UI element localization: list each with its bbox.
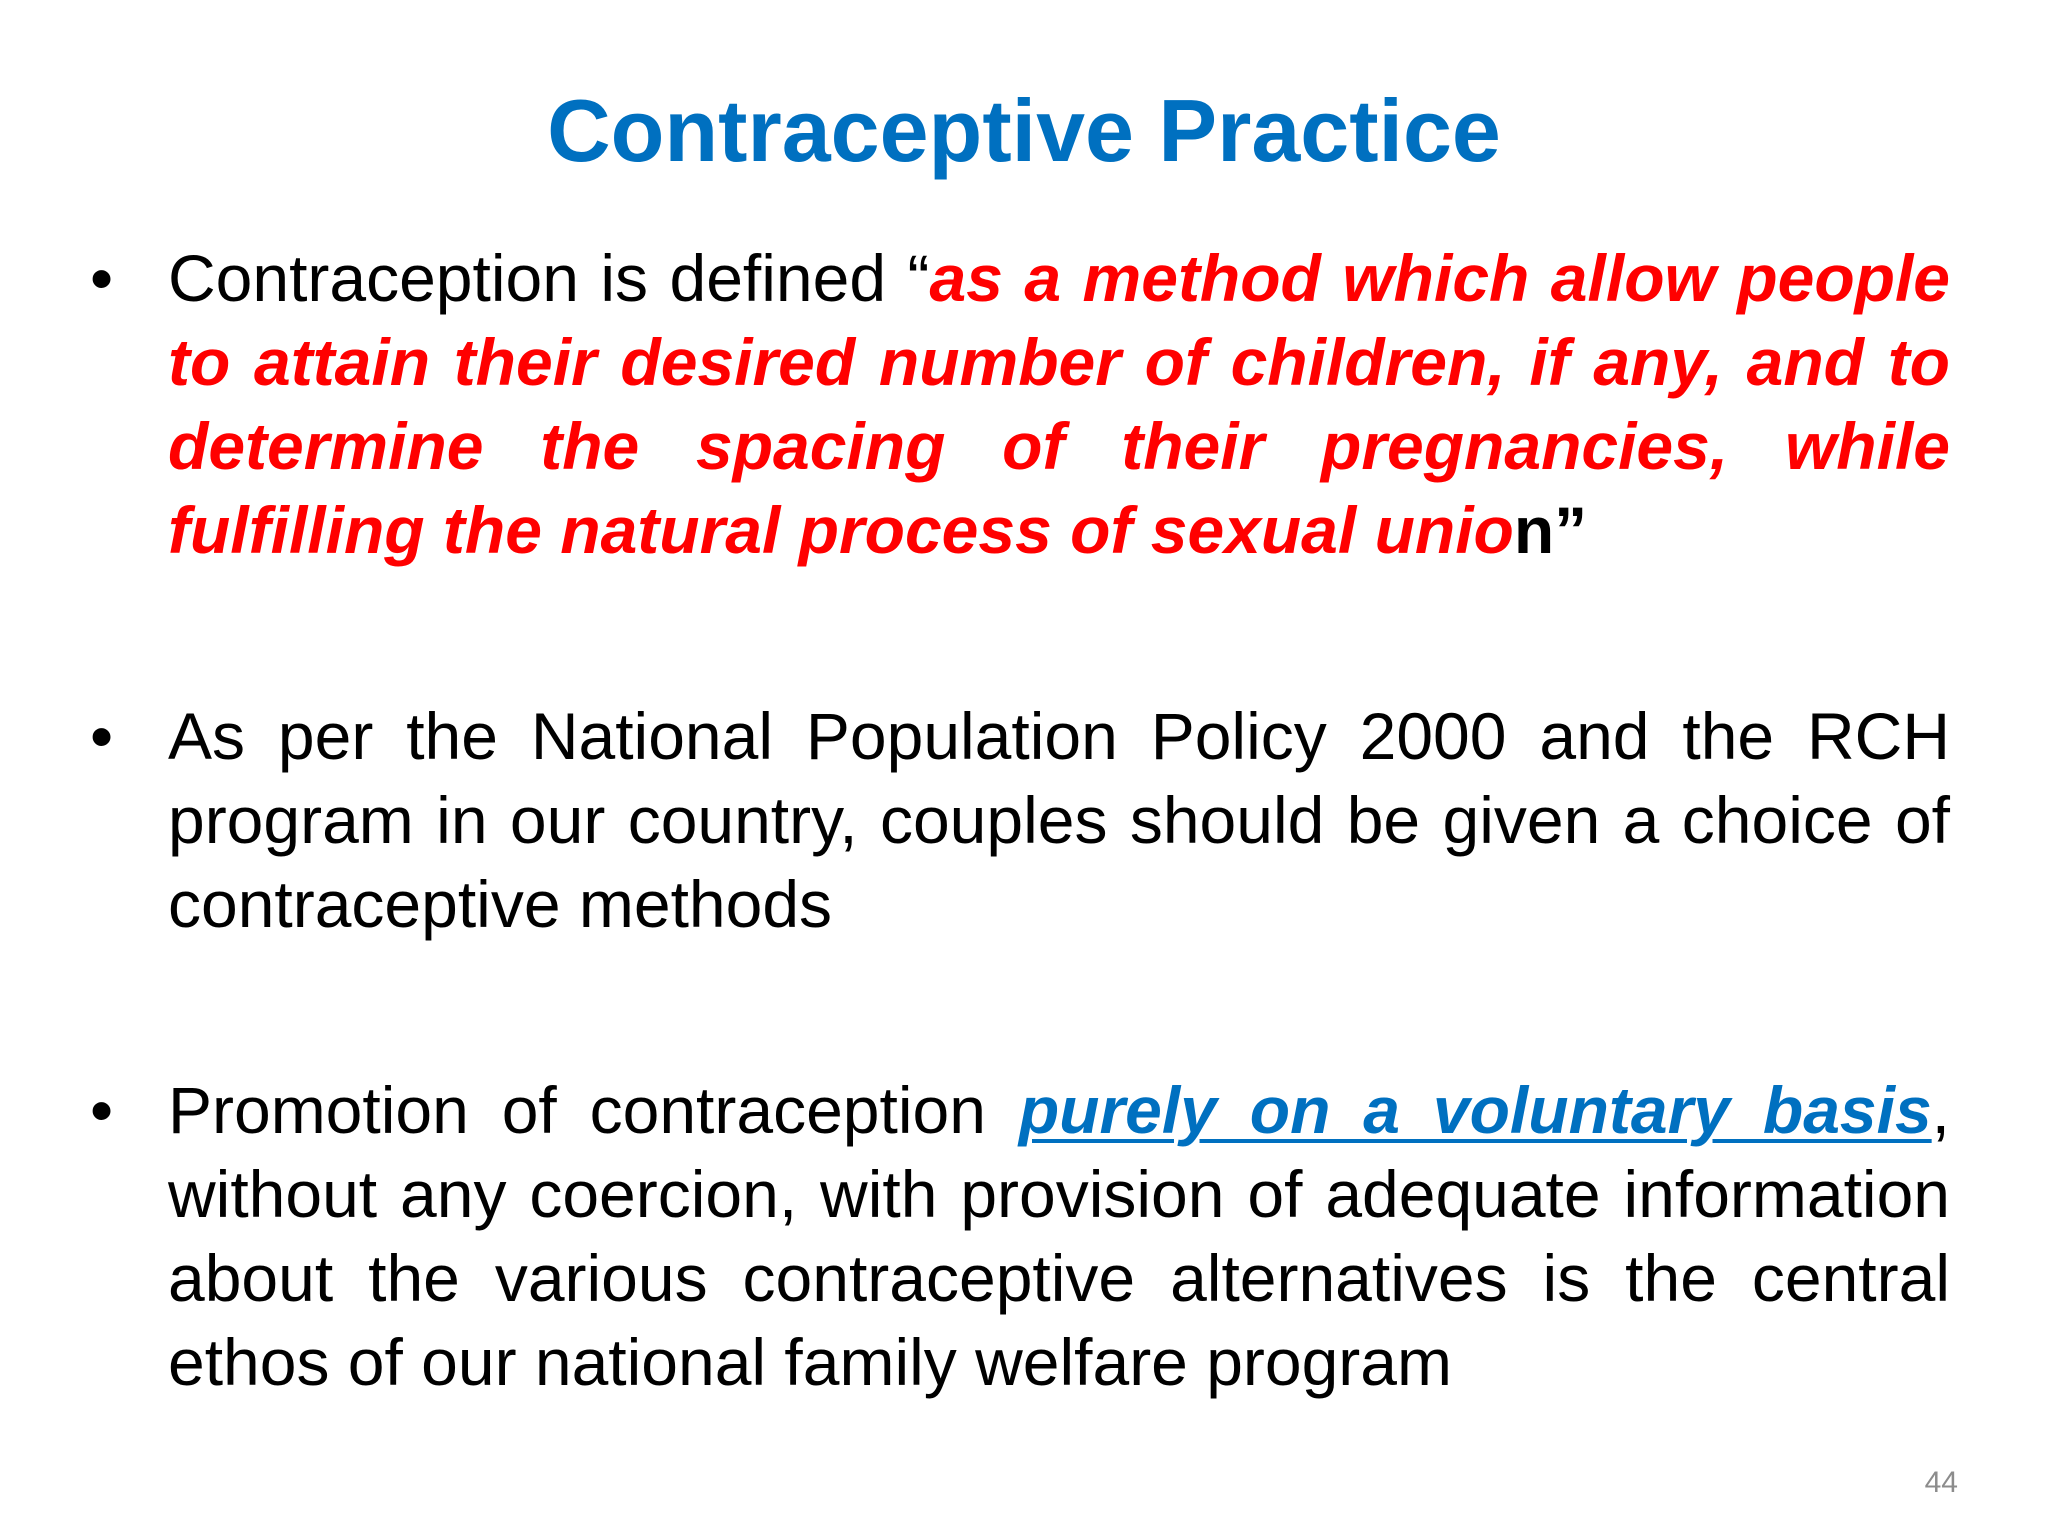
bullet-promotion [90, 1068, 1950, 1404]
bullet-lead-text: Contraception is defined “ [168, 241, 930, 315]
bullet-promotion-lead: Promotion of contraception [168, 1073, 1019, 1147]
page-number: 44 [1924, 1466, 1958, 1499]
bullet-list [90, 236, 1950, 1404]
definition-quote: as a method which allow people to attain their desired number of children, if any, and to determine the spacing of their pregnancies, while fulfilling the natural process of sexual unio [168, 241, 1951, 567]
bullet-policy-text: As per the National Population Policy 2000 and the RCH program in our country, couples should be given a choice of contraceptive methods [168, 699, 1950, 941]
slide-title: Contraceptive Practice [547, 81, 1501, 180]
voluntary-basis-link[interactable]: purely on a voluntary basis [1018, 1073, 1932, 1147]
bullet-marker: • [90, 241, 114, 315]
bullet-definition [90, 236, 1950, 572]
bullet-marker: • [90, 1073, 114, 1147]
bullet-marker: • [90, 699, 114, 773]
definition-quote-tail: n” [1513, 493, 1588, 567]
bullet-promotion-tail: , without any coercion, with provision of adequate information about the various contraceptive alternatives is the central ethos of our national family welfare program [168, 1073, 1950, 1399]
bullet-policy [90, 694, 1950, 946]
